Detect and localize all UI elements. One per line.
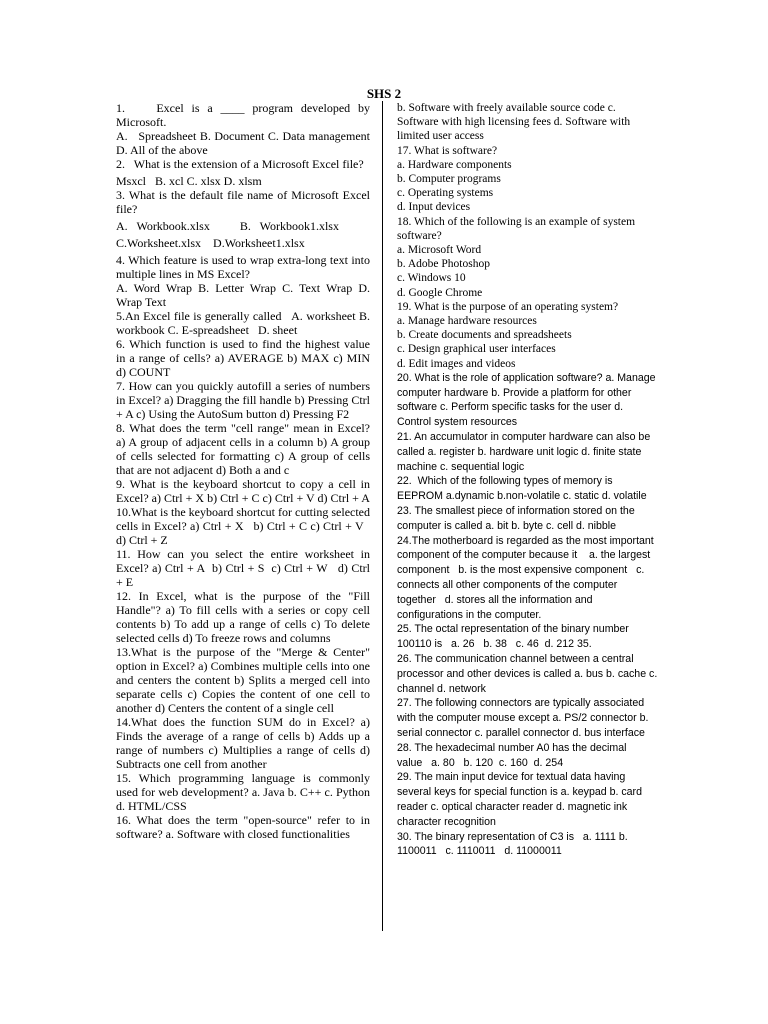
question-4-options: A. Word Wrap B. Letter Wrap C. Text Wrap D. Wrap Text bbox=[116, 281, 370, 309]
question-17: 17. What is software? bbox=[397, 144, 498, 157]
question-1-options: A. Spreadsheet B. Document C. Data management D. All of the above bbox=[116, 129, 370, 157]
question-29: 29. The main input device for textual data having several keys for special function is a. keypad b. card reader c. optical character reader d. magnetic ink character recognition bbox=[397, 771, 642, 828]
question-22: 22. Which of the following types of memory is EEPROM a.dynamic b.non-volatile c. static d. volatile bbox=[397, 475, 647, 503]
question-27: 27. The following connectors are typically associated with the computer mouse except a. PS/2 connector b. serial connector c. parallel connector d. bus interface bbox=[397, 697, 649, 739]
option-line: c. Windows 10 bbox=[397, 272, 466, 285]
option-line: a. Microsoft Word bbox=[397, 244, 482, 257]
question-30: 30. The binary representation of C3 is a. 1111 b. 1100011 c. 1110011 d. 11000011 bbox=[397, 830, 628, 858]
option-line: b. Adobe Photoshop bbox=[397, 258, 490, 271]
question-23: 23. The smallest piece of information stored on the computer is called a. bit b. byte c. cell d. nibble bbox=[397, 505, 635, 532]
question-16-options: b. Software with freely available source code c. Software with high licensing fees d. Software with limited user access bbox=[397, 102, 631, 143]
question-10: 10.What is the keyboard shortcut for cutting selected cells in Excel? a) Ctrl + X b) Ctrl + C c) Ctrl + V d) Ctrl + Z bbox=[116, 505, 370, 547]
question-24: 24.The motherboard is regarded as the most important component of the computer because it a. the largest component b. is the most expensive component c. connects all other components of the computer together d. stores all the information and configurations in the computer. bbox=[397, 534, 654, 621]
question-2: 2. What is the extension of a Microsoft Excel file? bbox=[116, 157, 364, 171]
right-sans-block bbox=[397, 371, 659, 859]
page-title: SHS 2 bbox=[366, 86, 402, 101]
question-2-options: Msxcl B. xcl C. xlsx D. xlsm bbox=[116, 174, 262, 188]
question-11: 11. How can you select the entire worksheet in Excel? a) Ctrl + A b) Ctrl + S c) Ctrl + W d) Ctrl + E bbox=[116, 547, 370, 589]
right-column bbox=[397, 101, 659, 859]
question-1: 1. Excel is a ____ program developed by Microsoft. bbox=[116, 101, 370, 129]
option-line: a. Manage hardware resources bbox=[397, 315, 537, 328]
right-serif-block bbox=[397, 101, 659, 371]
question-5: 5.An Excel file is generally called A. worksheet B. workbook C. E-spreadsheet D. sheet bbox=[116, 309, 370, 337]
question-15: 15. Which programming language is commonly used for web development? a. Java b. C++ c. Python d. HTML/CSS bbox=[116, 771, 370, 813]
question-3: 3. What is the default file name of Microsoft Excel file? bbox=[116, 188, 370, 216]
question-16: 16. What does the term "open-source" refer to in software? a. Software with closed functionalities bbox=[116, 813, 370, 841]
question-3-options-cd: C.Worksheet.xlsx D.Worksheet1.xlsx bbox=[116, 236, 305, 250]
option-line: d. Edit images and videos bbox=[397, 357, 516, 370]
question-20: 20. What is the role of application software? a. Manage computer hardware b. Provide a platform for other software c. Perform specific tasks for the user d. Control system resources bbox=[397, 371, 656, 429]
question-26: 26. The communication channel between a central processor and other devices is called a. bus b. cache c. channel d. network bbox=[397, 653, 658, 695]
column-divider bbox=[382, 101, 383, 931]
option-line: d. Input devices bbox=[397, 201, 471, 214]
left-column bbox=[116, 101, 370, 841]
question-21: 21. An accumulator in computer hardware can also be called a. register b. hardware unit logic d. finite state machine c. sequential logic bbox=[397, 431, 651, 473]
question-9: 9. What is the keyboard shortcut to copy a cell in Excel? a) Ctrl + X b) Ctrl + C c) Ctrl + V d) Ctrl + A bbox=[116, 477, 370, 505]
option-line: b. Computer programs bbox=[397, 173, 501, 186]
question-14: 14.What does the function SUM do in Excel? a) Finds the average of a range of cells b) Adds up a range of numbers c) Multiplies a range of cells d) Subtracts one cell from another bbox=[116, 715, 370, 771]
option-line: a. Hardware components bbox=[397, 158, 512, 171]
question-8: 8. What does the term "cell range" mean in Excel? a) A group of adjacent cells in a column b) A group of cells selected for formatting c) A group of cells that are not adjacent d) Both a and c bbox=[116, 421, 370, 477]
question-12: 12. In Excel, what is the purpose of the "Fill Handle"? a) To fill cells with a series or copy cell contents b) To add up a range of cells c) To delete selected cells d) To freeze rows and columns bbox=[116, 589, 370, 645]
option-line: d. Google Chrome bbox=[397, 286, 483, 299]
option-line: b. Create documents and spreadsheets bbox=[397, 329, 572, 342]
question-6: 6. Which function is used to find the highest value in a range of cells? a) AVERAGE b) MAX c) MIN d) COUNT bbox=[116, 337, 370, 379]
question-25: 25. The octal representation of the binary number 100110 is a. 26 b. 38 c. 46 d. 212 35. bbox=[397, 623, 629, 651]
option-line: c. Design graphical user interfaces bbox=[397, 343, 556, 356]
question-7: 7. How can you quickly autofill a series of numbers in Excel? a) Dragging the fill handle b) Pressing Ctrl + A c) Using the AutoSum button d) Pressing F2 bbox=[116, 379, 370, 421]
question-3-options-ab: A. Workbook.xlsx B. Workbook1.xlsx bbox=[116, 219, 339, 233]
option-line: c. Operating systems bbox=[397, 187, 494, 200]
question-13: 13.What is the purpose of the "Merge & Center" option in Excel? a) Combines multiple cells into one and centers the content b) Splits a merged cell into separate cells c) Copies the content of one cell to another d) Centers the content of a single cell bbox=[116, 645, 370, 715]
question-28: 28. The hexadecimal number A0 has the decimal value a. 80 b. 120 c. 160 d. 254 bbox=[397, 741, 627, 769]
question-18: 18. Which of the following is an example of system software? bbox=[397, 215, 636, 242]
question-19: 19. What is the purpose of an operating system? bbox=[397, 300, 619, 313]
question-4: 4. Which feature is used to wrap extra-long text into multiple lines in MS Excel? bbox=[116, 253, 370, 281]
